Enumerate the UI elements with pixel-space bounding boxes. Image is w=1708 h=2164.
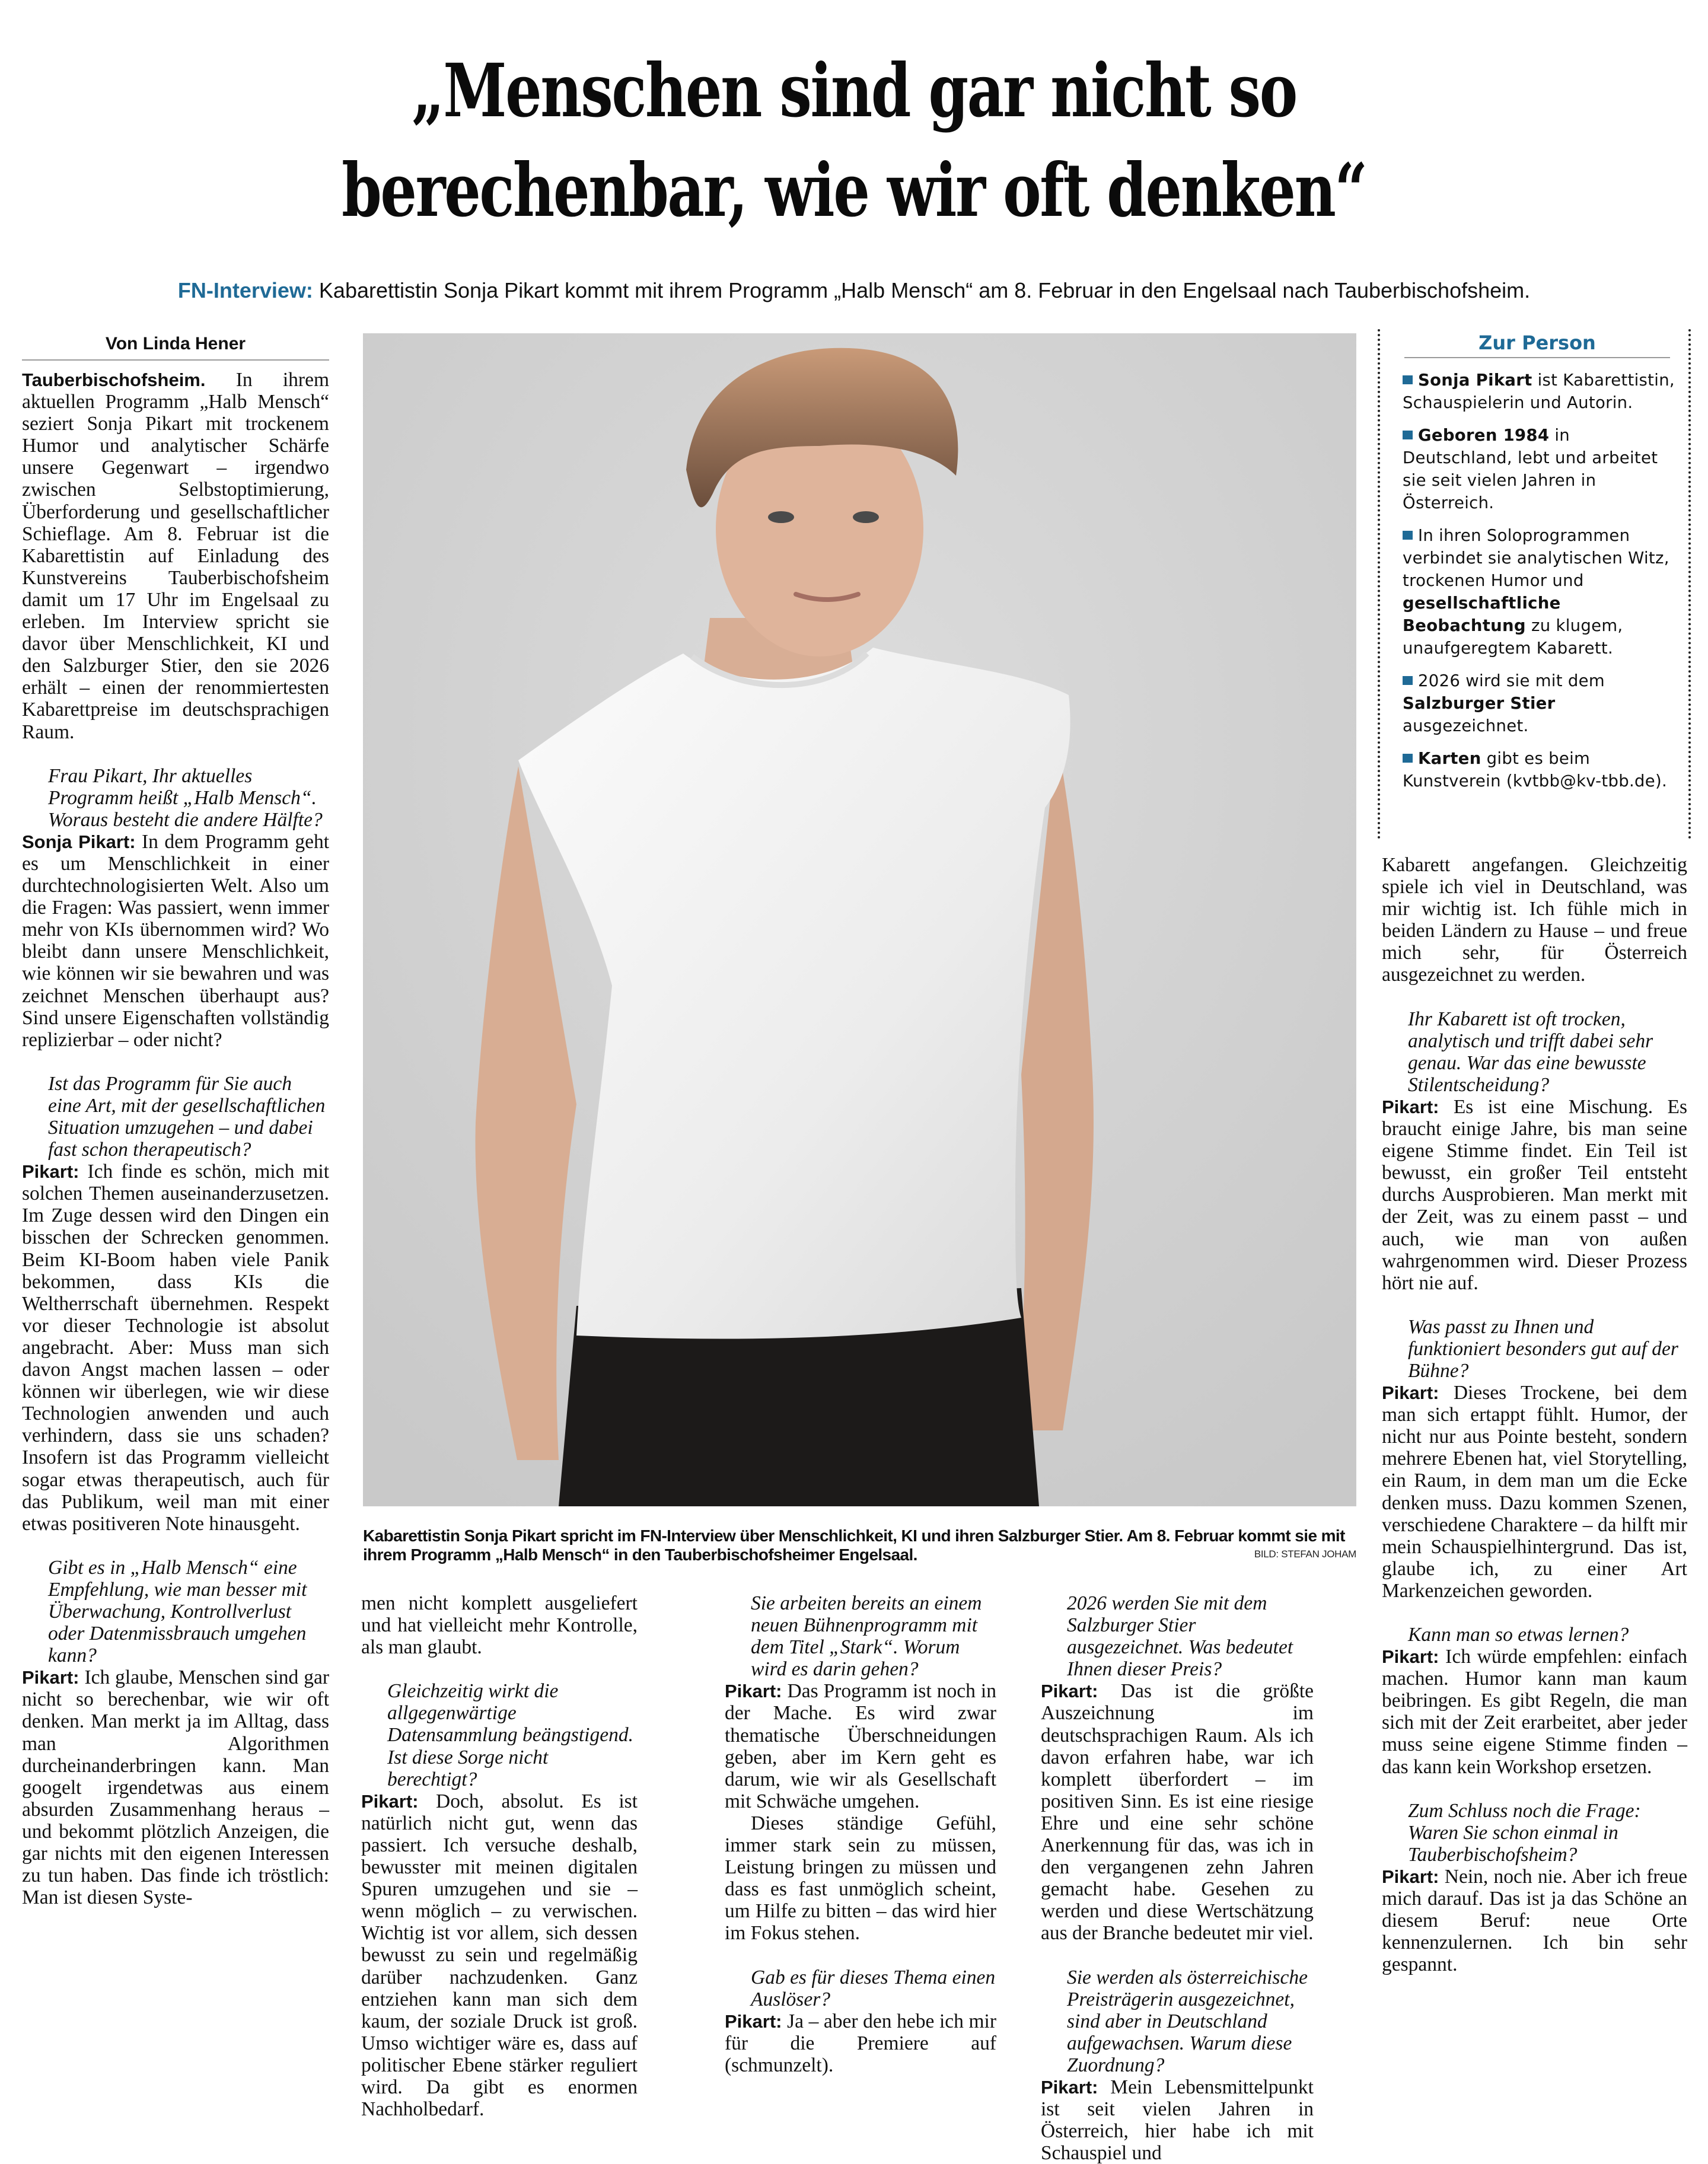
info-item-text: gibt es beim Kunstverein (kvtbb@kv-tbb.de). — [1403, 749, 1668, 791]
speaker-label: Pikart: — [1041, 1681, 1098, 1702]
info-item-pre: 2026 wird sie mit dem — [1418, 671, 1605, 690]
answer — [361, 1790, 638, 2120]
answer — [1382, 1096, 1687, 1294]
answer-text: Ich würde empfehlen: einfach machen. Humor kann man kaum beibringen. Es gibt Regeln, die man sich mit der Zeit erarbeitet, aber jeder muss seine eigene Stimme finden – das kann kein Workshop ersetzen. — [1382, 1646, 1687, 1778]
left-eye — [768, 511, 794, 523]
headline-line-1: „Menschen sind gar nicht so — [412, 48, 1296, 134]
answer — [22, 1666, 329, 1908]
info-item-pre: In ihren Soloprogrammen verbindet sie analytischen Witz, trockenen Humor und — [1403, 526, 1669, 590]
article-column-1 — [22, 369, 329, 1908]
bullet-square-icon — [1403, 431, 1413, 439]
speaker-label: Pikart: — [22, 1667, 79, 1688]
question: Zum Schluss noch die Frage: Waren Sie schon einmal in Tauberbischofsheim? — [1408, 1799, 1641, 1866]
article-column-4 — [1041, 1592, 1314, 2164]
answer — [725, 1680, 996, 1812]
right-eye — [853, 511, 879, 523]
info-item — [1403, 670, 1675, 737]
info-item — [1403, 747, 1675, 792]
subtitle-text: Kabarettistin Sonja Pikart kommt mit ihrem Programm „Halb Mensch“ am 8. Februar in den Engelsaal nach Tauberbischofsheim. — [313, 278, 1531, 302]
question: Gibt es in „Halb Mensch“ eine Empfehlung, wie man besser mit Überwachung, Kontrollverlust oder Datenmissbrauch umgehen kann? — [48, 1556, 307, 1667]
byline: Von Linda Hener — [22, 332, 329, 361]
question: Gab es für dieses Thema einen Auslöser? — [751, 1966, 996, 2010]
answer-paragraph: Dieses ständige Gefühl, immer stark sein zu müssen, Leistung bringen zu müssen und dass es fast unmöglich scheint, um Hilfe zu bitten – das wird hier im Fokus stehen. — [725, 1812, 996, 1945]
info-item-bold: Salzburger Stier — [1403, 694, 1556, 713]
intro-text: In ihrem aktuellen Programm „Halb Mensch“ seziert Sonja Pikart mit trockenem Humor und analytischer Schärfe unsere Gegenwart – irgendwo zwischen Selbstoptimierung, Überforderung und gesellschaftlicher Schieflage. Am 8. Februar ist die Kabarettistin auf Einladung des Kunstvereins Tauberbischofsheim damit um 17 Uhr im Engelsaal zu erleben. Im Interview spricht sie davor über Menschlichkeit, KI und den Salzburger Stier, den sie 2026 erhält – einen der renommiertesten Kabarettpreise im deutschsprachigen Raum. — [22, 369, 329, 743]
article-column-5 — [1382, 854, 1687, 1975]
speaker-label: Pikart: — [361, 1790, 419, 1812]
answer-continuation: Kabarett angefangen. Gleichzeitig spiele ich viel in Deutschland, was mir wichtig ist. Ich fühle mich in beiden Ländern zu Hause – und freue mich sehr, für Österreich ausgezeichnet zu werden. — [1382, 854, 1687, 986]
answer-text: Nein, noch nie. Aber ich freue mich darauf. Das ist ja das Schöne an diesem Beruf: neue Orte kennenzulernen. Ich bin sehr gespannt. — [1382, 1865, 1687, 1976]
answer-text: Das ist die größte Auszeichnung im deutschsprachigen Raum. Als ich davon erfahren habe, war ich komplett überfordert – im positiven Sinn. Es ist eine riesige Ehre und eine sehr schöne Anerkennung für das, was ich in den vergangenen zehn Jahren gemacht habe. Gesehen zu werden und diese Wertschätzung aus der Branche bedeutet mir viel. — [1041, 1680, 1314, 1945]
answer — [1041, 2076, 1314, 2164]
question: Ist das Programm für Sie auch eine Art, mit der gesellschaftlichen Situation umzugehen – und dabei fast schon therapeutisch? — [48, 1072, 326, 1161]
answer — [1382, 1646, 1687, 1778]
portrait-photo — [363, 333, 1356, 1506]
info-item-text: ausgezeichnet. — [1403, 716, 1529, 735]
info-box-title: Zur Person — [1404, 330, 1670, 358]
question: Kann man so etwas lernen? — [1408, 1624, 1629, 1646]
answer-continuation: men nicht komplett ausgeliefert und hat vielleicht mehr Kontrolle, als man glaubt. — [361, 1592, 638, 1659]
article-column-3 — [725, 1592, 996, 2076]
speaker-label: Pikart: — [1041, 2076, 1098, 2098]
answer-text: Dieses Trockene, bei dem man sich ertappt fühlt. Humor, der nicht nur aus Pointe besteht, sondern mehrere Ebenen hat, viel Storytelling, ein Raum, in dem man um die Ecke denken muss. Dazu kommen Szenen, verschiedene Charaktere – da hilft mir mein Schauspielhintergrund. Das ist, glaube ich, zu einer Art Markenzeichen geworden. — [1382, 1382, 1687, 1602]
photo-credit: BILD: STEFAN JOHAM — [1254, 1548, 1356, 1560]
bullet-square-icon — [1403, 754, 1413, 763]
answer-text: Ich finde es schön, mich mit solchen Themen auseinanderzusetzen. Im Zuge dessen wird den Dingen ein bisschen der Schrecken genommen. Beim KI-Boom haben viele Panik bekommen, dass KIs die Weltherrschaft übernehmen. Respekt vor dieser Technologie ist absolut angebracht. Aber: Muss man sich davon Angst machen lassen – oder können wir überlegen, wie wir diese Technologien anwenden und auch verhindern, dass sie uns schaden? Insofern ist das Programm vielleicht sogar etwas therapeutisch, auch für das Publikum, weil man mit einer etwas positiveren Note hinausgeht. — [22, 1161, 329, 1535]
answer — [22, 831, 329, 1051]
intro-dateline: Tauberbischofsheim. — [22, 369, 206, 390]
info-item-text: ist Kabarettistin, Schauspielerin und Autorin. — [1403, 371, 1675, 412]
info-item-bold: gesellschaftliche Beobachtung — [1403, 594, 1561, 635]
info-item-bold: Sonja Pikart — [1418, 371, 1532, 390]
info-item-text: in Deutschland, lebt und arbeitet sie seit vielen Jahren in Österreich. — [1403, 426, 1658, 512]
answer — [1382, 1382, 1687, 1602]
bullet-square-icon — [1403, 531, 1413, 540]
answer — [22, 1161, 329, 1535]
answer-text: Das Programm ist noch in der Mache. Es wird zwar thematische Überschneidungen geben, aber im Kern geht es darum, wie wir als Gesellschaft mit Schwäche umgehen. — [725, 1680, 996, 1812]
question: Ihr Kabarett ist oft trocken, analytisch und trifft dabei sehr genau. War das eine bewusste Stilentscheidung? — [1408, 1008, 1653, 1096]
speaker-label: Pikart: — [1382, 1646, 1439, 1668]
intro-paragraph — [22, 369, 329, 743]
speaker-label: Pikart: — [725, 1681, 782, 1702]
question: Frau Pikart, Ihr aktuelles Programm heißt „Halb Mensch“. Woraus besteht die andere Hälfte? — [48, 764, 323, 831]
headline-line-2: berechenbar, wie wir oft denken“ — [342, 148, 1366, 234]
info-item — [1403, 424, 1675, 514]
question: Sie arbeiten bereits an einem neuen Bühnenprogramm mit dem Titel „Stark“. Worum wird es darin gehen? — [751, 1592, 982, 1681]
answer-text: In dem Programm geht es um Menschlichkeit in einer durchtechnologisierten Welt. Also um die Fragen: Was passiert, wenn immer mehr von KIs übernommen wird? Wo bleibt dann unsere Menschlichkeit, wie können wir sie bewahren und was zeichnet Menschen überhaupt aus? Sind unsere Eigenschaften vollständig replizierbar – oder nicht? — [22, 830, 329, 1051]
question: 2026 werden Sie mit dem Salzburger Stier ausgezeichnet. Was bedeutet Ihnen dieser Preis? — [1067, 1592, 1293, 1681]
answer — [725, 2010, 996, 2076]
answer-text: Mein Lebensmittelpunkt ist seit vielen Jahren in Österreich, hier habe ich mit Schauspiel und — [1041, 2076, 1314, 2164]
answer-text: Doch, absolut. Es ist natürlich nicht gut, wenn das passiert. Ich versuche deshalb, bewusster mit meinen digitalen Spuren umzugehen und sie – wenn möglich – zu verwischen. Wichtig ist vor allem, sich dessen bewusst zu sein und regelmäßig darüber nachzudenken. Ganz entziehen kann man sich dem kaum, der soziale Druck ist groß. Umso wichtiger wäre es, dass auf politischer Ebene stärker reguliert wird. Da gibt es enormen Nachholbedarf. — [361, 1790, 638, 2121]
headline — [188, 42, 1520, 241]
article-column-2 — [361, 1592, 638, 2120]
answer-text: Ja – aber den hebe ich mir für die Premiere auf (schmunzelt). — [725, 2010, 996, 2076]
info-item — [1403, 369, 1675, 414]
speaker-label: Pikart: — [1382, 1096, 1439, 1117]
info-item — [1403, 524, 1675, 659]
question: Was passt zu Ihnen und funktioniert besonders gut auf der Bühne? — [1408, 1315, 1678, 1382]
question: Sie werden als österreichische Preisträgerin ausgezeichnet, sind aber in Deutschland aufgewachsen. Warum diese Zuordnung? — [1067, 1966, 1308, 2076]
speaker-label: Pikart: — [1382, 1866, 1439, 1887]
question: Gleichzeitig wirkt die allgegenwärtige Datensammlung beängstigend. Ist diese Sorge nicht berechtigt? — [387, 1680, 633, 1790]
answer-text: Ich glaube, Menschen sind gar nicht so berechenbar, wie wir oft denken. Man merkt ja im Alltag, dass man Algorithmen durcheinanderbringen kann. Man googelt irgendetwas aus einem absurden Zusammenhang heraus – und bekommt plötzlich Anzeigen, die gar nichts mit den eigenen Interessen zu tun haben. Das finde ich tröstlich: Man ist diesen Syste- — [22, 1666, 329, 1909]
subtitle — [0, 276, 1708, 305]
bullet-square-icon — [1403, 676, 1413, 685]
speaker-label: Sonja Pikart: — [22, 831, 136, 852]
info-item-text: zu klugem, unaufgeregtem Kabarett. — [1403, 616, 1623, 658]
speaker-label: Pikart: — [725, 2010, 782, 2032]
portrait-illustration — [363, 333, 1356, 1506]
subtitle-label: FN-Interview: — [177, 278, 313, 302]
info-item-bold: Karten — [1418, 749, 1481, 768]
photo-caption: Kabarettistin Sonja Pikart spricht im FN-Interview über Menschlichkeit, KI und ihren Salzburger Stier. Am 8. Februar kommt sie mit ihrem Programm „Halb Mensch“ in den Tauberbischofsheimer Engelsaal. — [363, 1526, 1345, 1564]
answer — [1382, 1866, 1687, 1975]
bullet-square-icon — [1403, 375, 1413, 384]
speaker-label: Pikart: — [1382, 1382, 1439, 1404]
info-item-bold: Geboren 1984 — [1418, 426, 1550, 445]
info-box-list — [1403, 369, 1675, 802]
answer — [1041, 1680, 1314, 1944]
speaker-label: Pikart: — [22, 1161, 79, 1183]
answer-text: Es ist eine Mischung. Es braucht einige Jahre, bis man seine eigene Stimme findet. Ein Teil ist bewusst, ein großer Teil entsteht durchs Ausprobieren. Man merkt mit der Zeit, was zu einem passt – und auch, wie man von außen wahrgenommen wird. Dieser Prozess hört nie auf. — [1382, 1095, 1687, 1294]
